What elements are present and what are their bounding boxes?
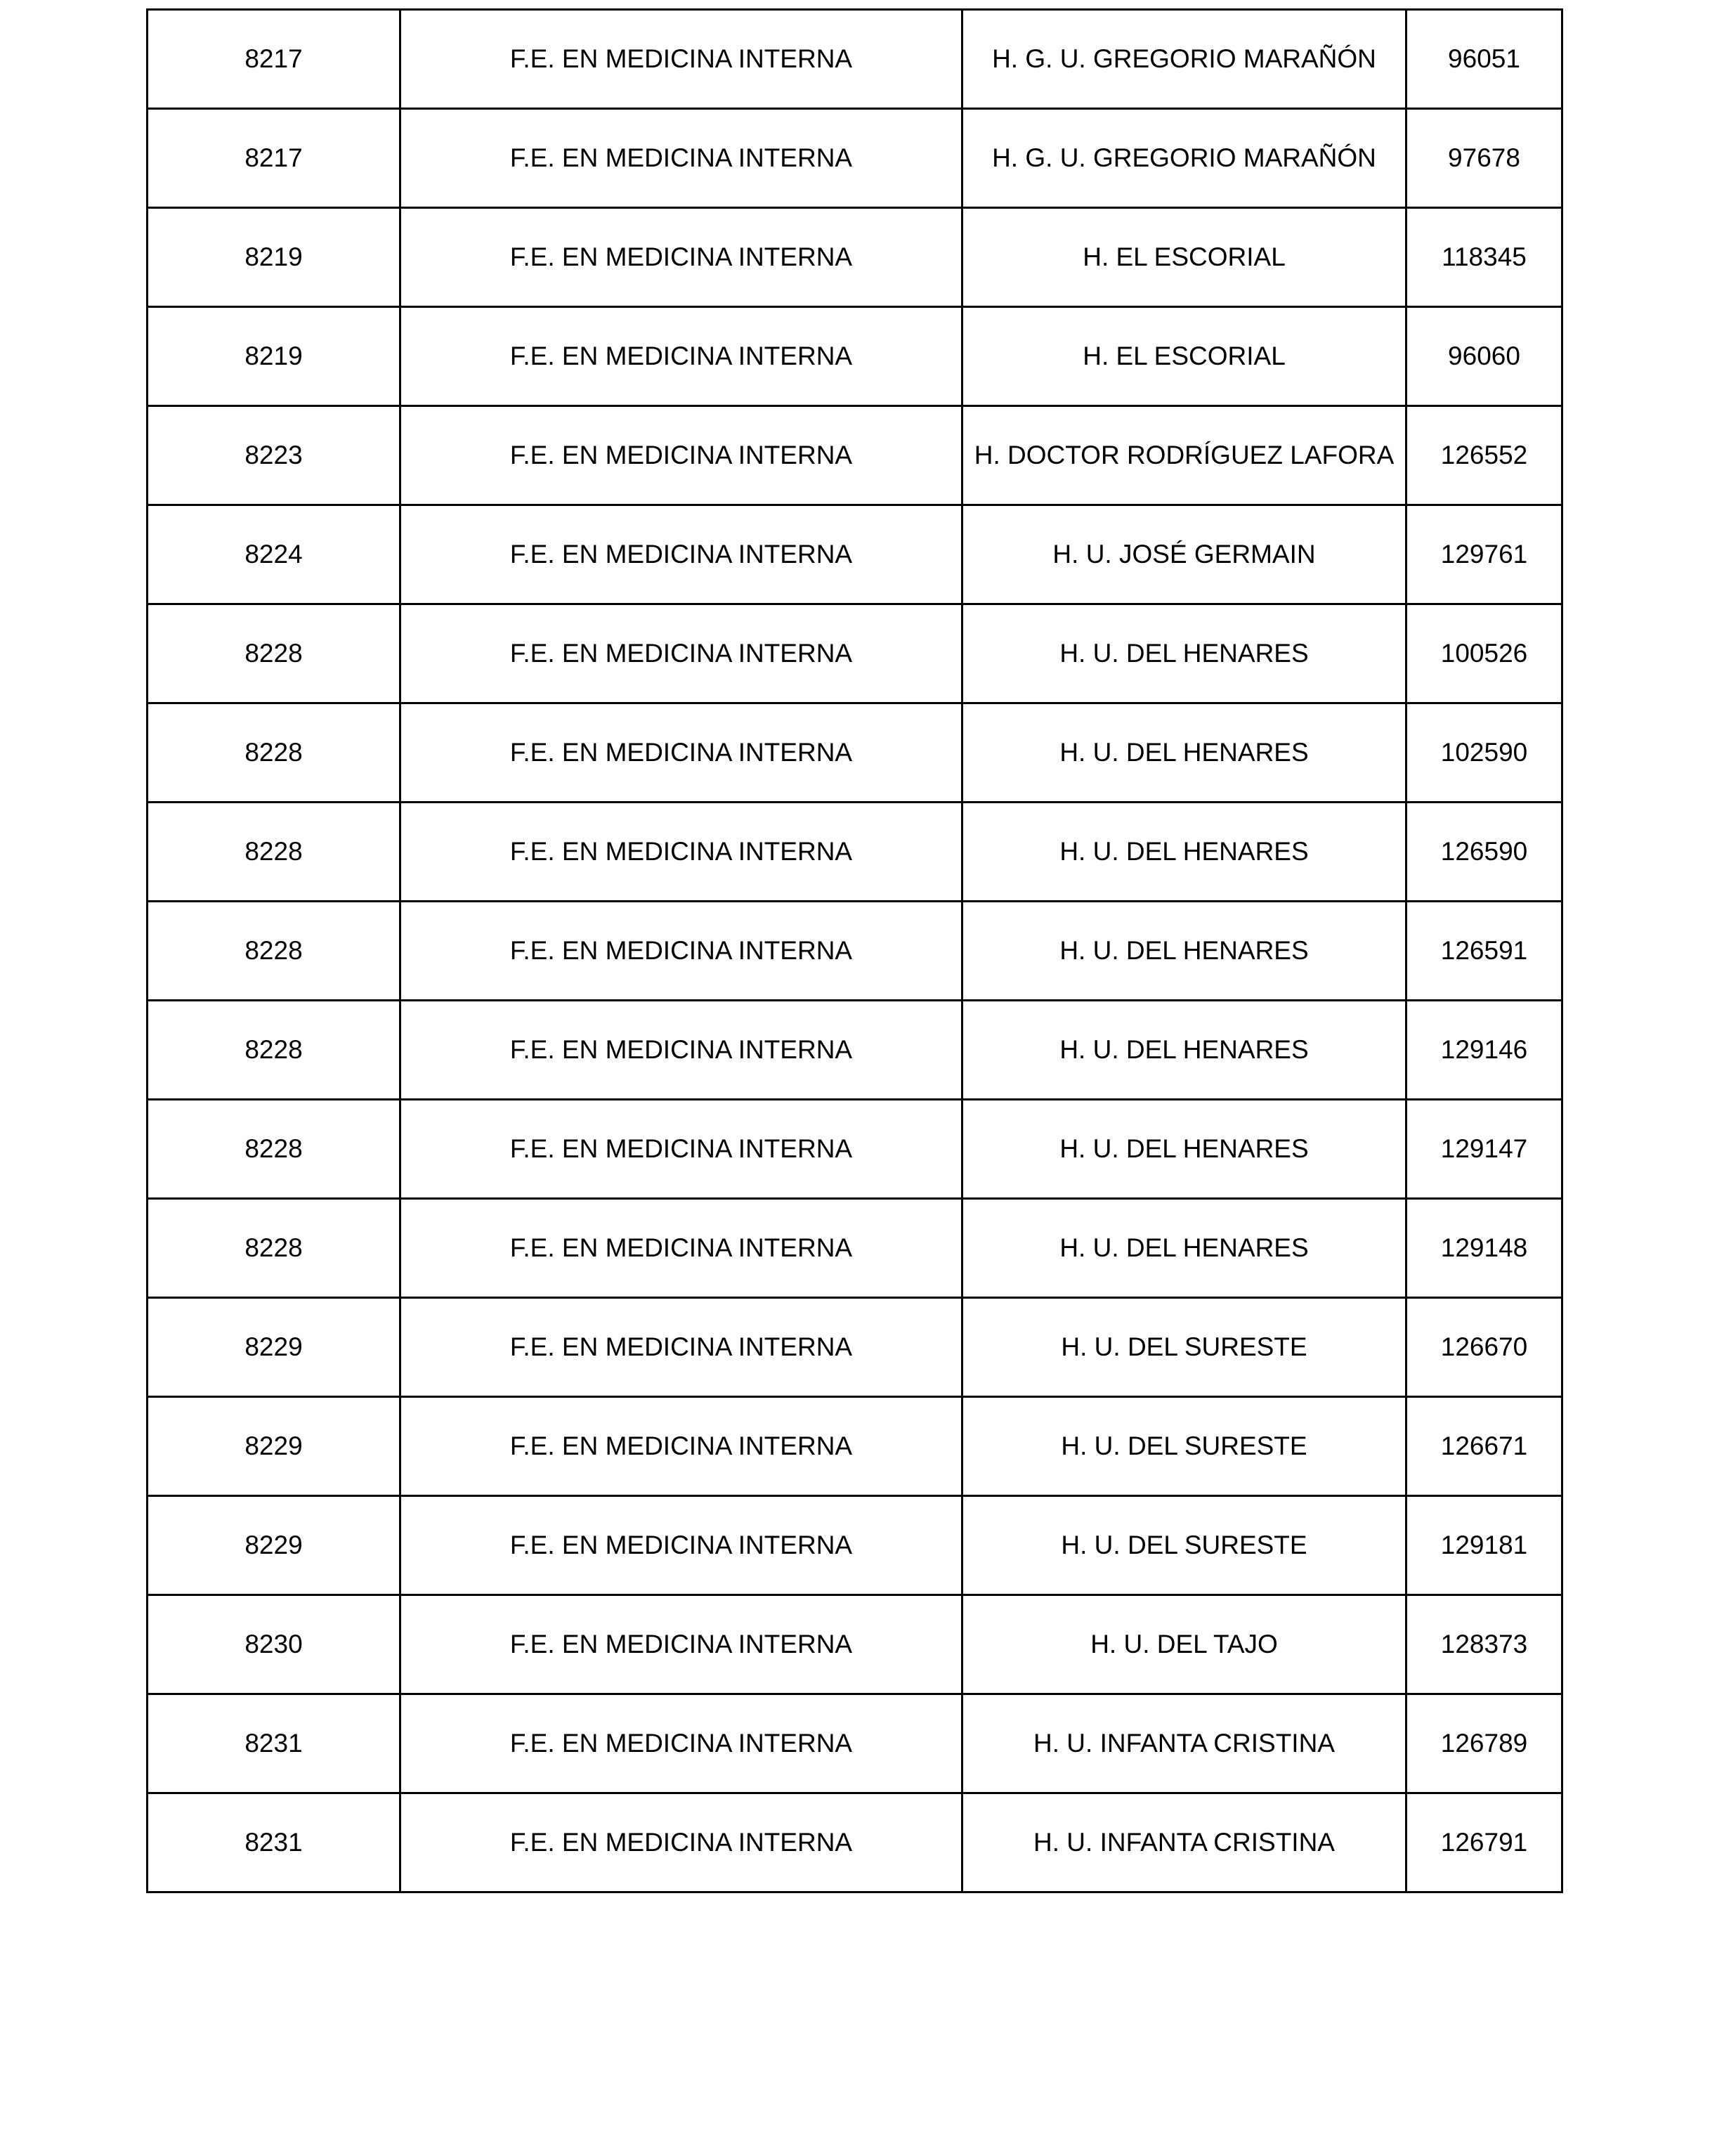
table-row — [148, 208, 1562, 307]
code-cell: 8228 — [148, 1199, 400, 1298]
number-cell: 97678 — [1406, 109, 1562, 208]
table-row — [148, 406, 1562, 505]
code-cell: 8219 — [148, 307, 400, 406]
specialty-cell: F.E. EN MEDICINA INTERNA — [400, 406, 962, 505]
specialty-cell: F.E. EN MEDICINA INTERNA — [400, 1298, 962, 1397]
code-cell: 8228 — [148, 604, 400, 703]
table-row — [148, 1199, 1562, 1298]
specialty-cell: F.E. EN MEDICINA INTERNA — [400, 1397, 962, 1496]
code-cell: 8228 — [148, 703, 400, 803]
number-cell: 128373 — [1406, 1595, 1562, 1694]
code-cell: 8228 — [148, 803, 400, 902]
table-row — [148, 1298, 1562, 1397]
number-cell: 129148 — [1406, 1199, 1562, 1298]
number-cell: 126789 — [1406, 1694, 1562, 1793]
hospital-cell: H. U. DEL SURESTE — [962, 1496, 1406, 1595]
code-cell: 8230 — [148, 1595, 400, 1694]
hospital-cell: H. U. DEL HENARES — [962, 1001, 1406, 1100]
specialty-cell: F.E. EN MEDICINA INTERNA — [400, 1199, 962, 1298]
number-cell: 129181 — [1406, 1496, 1562, 1595]
hospital-cell: H. U. DEL HENARES — [962, 1199, 1406, 1298]
specialty-cell: F.E. EN MEDICINA INTERNA — [400, 109, 962, 208]
number-cell: 96060 — [1406, 307, 1562, 406]
hospital-cell: H. U. DEL SURESTE — [962, 1298, 1406, 1397]
hospital-cell: H. U. DEL HENARES — [962, 803, 1406, 902]
hospital-cell: H. EL ESCORIAL — [962, 208, 1406, 307]
hospital-cell: H. U. DEL TAJO — [962, 1595, 1406, 1694]
table-row — [148, 1595, 1562, 1694]
specialty-cell: F.E. EN MEDICINA INTERNA — [400, 803, 962, 902]
code-cell: 8217 — [148, 109, 400, 208]
number-cell: 126670 — [1406, 1298, 1562, 1397]
number-cell: 118345 — [1406, 208, 1562, 307]
code-cell: 8229 — [148, 1496, 400, 1595]
table-row — [148, 604, 1562, 703]
table-row — [148, 1694, 1562, 1793]
code-cell: 8228 — [148, 1100, 400, 1199]
table-row — [148, 109, 1562, 208]
specialty-cell: F.E. EN MEDICINA INTERNA — [400, 902, 962, 1001]
code-cell: 8231 — [148, 1694, 400, 1793]
code-cell: 8229 — [148, 1298, 400, 1397]
hospital-cell: H. U. DEL HENARES — [962, 1100, 1406, 1199]
table-row — [148, 1793, 1562, 1892]
specialty-cell: F.E. EN MEDICINA INTERNA — [400, 10, 962, 109]
table-row — [148, 1100, 1562, 1199]
table-row — [148, 803, 1562, 902]
table-row — [148, 1496, 1562, 1595]
number-cell: 100526 — [1406, 604, 1562, 703]
table-row — [148, 505, 1562, 604]
number-cell: 129147 — [1406, 1100, 1562, 1199]
number-cell: 102590 — [1406, 703, 1562, 803]
table-row — [148, 10, 1562, 109]
hospital-cell: H. U. DEL HENARES — [962, 604, 1406, 703]
specialty-cell: F.E. EN MEDICINA INTERNA — [400, 208, 962, 307]
number-cell: 129146 — [1406, 1001, 1562, 1100]
specialty-cell: F.E. EN MEDICINA INTERNA — [400, 703, 962, 803]
hospital-cell: H. DOCTOR RODRÍGUEZ LAFORA — [962, 406, 1406, 505]
number-cell: 126591 — [1406, 902, 1562, 1001]
hospital-cell: H. U. DEL SURESTE — [962, 1397, 1406, 1496]
positions-table — [146, 8, 1563, 1893]
specialty-cell: F.E. EN MEDICINA INTERNA — [400, 1694, 962, 1793]
table-row — [148, 307, 1562, 406]
table-row — [148, 703, 1562, 803]
specialty-cell: F.E. EN MEDICINA INTERNA — [400, 1793, 962, 1892]
code-cell: 8229 — [148, 1397, 400, 1496]
number-cell: 129761 — [1406, 505, 1562, 604]
specialty-cell: F.E. EN MEDICINA INTERNA — [400, 1496, 962, 1595]
specialty-cell: F.E. EN MEDICINA INTERNA — [400, 307, 962, 406]
code-cell: 8231 — [148, 1793, 400, 1892]
number-cell: 126552 — [1406, 406, 1562, 505]
hospital-cell: H. U. INFANTA CRISTINA — [962, 1793, 1406, 1892]
code-cell: 8224 — [148, 505, 400, 604]
hospital-cell: H. G. U. GREGORIO MARAÑÓN — [962, 109, 1406, 208]
hospital-cell: H. U. DEL HENARES — [962, 703, 1406, 803]
table-row — [148, 902, 1562, 1001]
code-cell: 8217 — [148, 10, 400, 109]
hospital-cell: H. G. U. GREGORIO MARAÑÓN — [962, 10, 1406, 109]
specialty-cell: F.E. EN MEDICINA INTERNA — [400, 1100, 962, 1199]
code-cell: 8219 — [148, 208, 400, 307]
specialty-cell: F.E. EN MEDICINA INTERNA — [400, 505, 962, 604]
hospital-cell: H. U. JOSÉ GERMAIN — [962, 505, 1406, 604]
number-cell: 126590 — [1406, 803, 1562, 902]
table-body — [148, 10, 1562, 1892]
table-row — [148, 1397, 1562, 1496]
specialty-cell: F.E. EN MEDICINA INTERNA — [400, 604, 962, 703]
code-cell: 8228 — [148, 1001, 400, 1100]
hospital-cell: H. EL ESCORIAL — [962, 307, 1406, 406]
hospital-cell: H. U. INFANTA CRISTINA — [962, 1694, 1406, 1793]
code-cell: 8223 — [148, 406, 400, 505]
hospital-cell: H. U. DEL HENARES — [962, 902, 1406, 1001]
number-cell: 96051 — [1406, 10, 1562, 109]
code-cell: 8228 — [148, 902, 400, 1001]
table-row — [148, 1001, 1562, 1100]
number-cell: 126791 — [1406, 1793, 1562, 1892]
number-cell: 126671 — [1406, 1397, 1562, 1496]
specialty-cell: F.E. EN MEDICINA INTERNA — [400, 1001, 962, 1100]
specialty-cell: F.E. EN MEDICINA INTERNA — [400, 1595, 962, 1694]
